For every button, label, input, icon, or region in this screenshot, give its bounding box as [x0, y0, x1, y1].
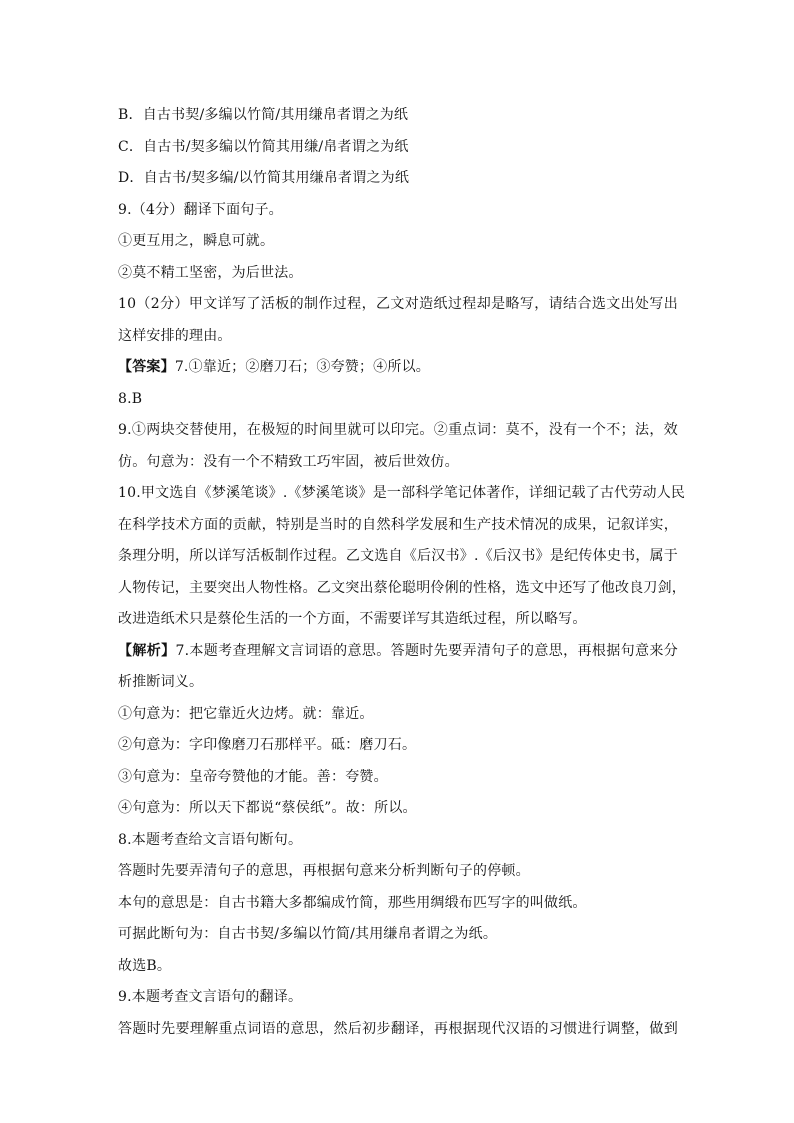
analysis-item-1: ①句意为：把它靠近火边烤。就：靠近。 — [118, 705, 374, 722]
analysis-item-3: ③句意为：皇帝夸赞他的才能。善：夸赞。 — [118, 768, 388, 785]
analysis-8-line-4: 可据此断句为：自古书契/多编以竹简/其用缣帛者谓之为纸。 — [118, 926, 498, 942]
answer-9-line-1: 9.①两块交替使用，在极短的时间里就可以印完。②重点词：莫不，没有一个不；法，效 — [118, 422, 678, 438]
question-9-sentence-1: ①更互用之，瞬息可就。 — [118, 233, 275, 249]
analysis-tag: 【解析】 — [118, 642, 176, 659]
answer-10-line-3: 条理分明，所以详写活板制作过程。乙文选自《后汉书》.《后汉书》是纪传体史书，属于 — [118, 548, 678, 564]
option-c: C．自古书/契多编以竹简其用缣/帛者谓之为纸 — [118, 138, 409, 155]
option-d: D．自古书/契多编/以竹简其用缣帛者谓之为纸 — [118, 170, 410, 186]
answer-7-line — [118, 352, 678, 384]
analysis-8-line-5: 故选B。 — [118, 957, 172, 974]
answer-10-line-2: 在科学技术方面的贡献，特别是当时的自然科学发展和生产技术情况的成果，记叙详实， — [118, 516, 678, 533]
answer-9-line-2: 仿。句意为：没有一个不精致工巧牢固，被后世效仿。 — [118, 453, 459, 470]
analysis-7-line-1 — [118, 636, 678, 668]
analysis-8-line-3: 本句的意思是：自古书籍大多都编成竹简，那些用绸缎布匹写字的叫做纸。 — [118, 894, 587, 911]
question-10-line-2: 这样安排的理由。 — [118, 327, 232, 344]
document-page — [118, 100, 686, 1045]
question-9-sentence-2: ②莫不精工坚密，为后世法。 — [118, 264, 303, 281]
answer-tag: 【答案】 — [118, 359, 175, 375]
analysis-7-text: 7.本题考查理解文言词语的意思。答题时先要弄清句子的意思，再根据句意来分 — [175, 642, 678, 659]
answer-8: 8.B — [118, 390, 143, 407]
analysis-item-4: ④句意为：所以天下都说“蔡侯纸”。故：所以。 — [118, 800, 417, 816]
analysis-9-line-2: 答题时先要理解重点词语的意思，然后初步翻译，再根据现代汉语的习惯进行调整，做到 — [118, 1020, 678, 1037]
question-10-line-1: 10（2分）甲文详写了活板的制作过程，乙文对造纸过程却是略写，请结合选文出处写出 — [118, 296, 678, 312]
analysis-7-line-2: 析推断词义。 — [118, 674, 204, 690]
analysis-8-line-2: 答题时先要弄清句子的意思，再根据句意来分析判断句子的停顿。 — [118, 863, 530, 879]
answer-10-line-1: 10.甲文选自《梦溪笔谈》.《梦溪笔谈》是一部科学笔记体著作，详细记载了古代劳动人民 — [118, 485, 686, 501]
analysis-8-line-1: 8.本题考查给文言语句断句。 — [118, 831, 303, 848]
answer-10-line-5: 改进造纸术只是蔡伦生活的一个方面，不需要详写其造纸过程，所以略写。 — [118, 611, 587, 627]
analysis-9-line-1: 9.本题考查文言语句的翻译。 — [118, 989, 303, 1005]
option-b: B．自古书契/多编以竹简/其用缣帛者谓之为纸 — [118, 107, 409, 123]
question-9-prompt: 9.（4分）翻译下面句子。 — [118, 201, 283, 218]
answer-7: 7.①靠近；②磨刀石；③夸赞；④所以。 — [174, 359, 430, 375]
answer-10-line-4: 人物传记，主要突出人物性格。乙文突出蔡伦聪明伶俐的性格，选文中还写了他改良刀剑， — [118, 579, 686, 596]
analysis-item-2: ②句意为：字印像磨刀石那样平。砥：磨刀石。 — [118, 737, 417, 753]
